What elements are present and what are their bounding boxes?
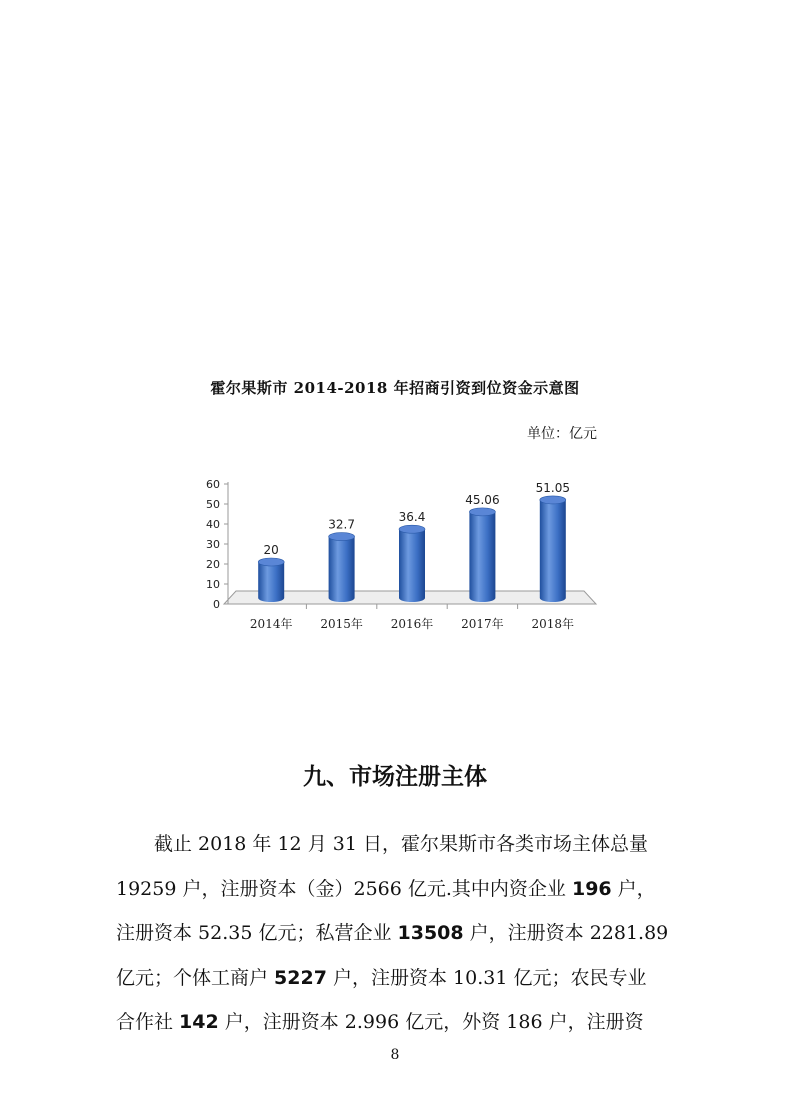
paragraph-line bbox=[116, 867, 681, 912]
y-tick-label: 40 bbox=[206, 518, 220, 531]
bar-top bbox=[399, 525, 425, 533]
y-tick-label: 50 bbox=[206, 498, 220, 511]
bar bbox=[540, 500, 566, 602]
bar-top bbox=[469, 508, 495, 516]
bar bbox=[329, 537, 355, 602]
unit-label: 单位：亿元 bbox=[527, 426, 597, 442]
y-tick-label: 30 bbox=[206, 538, 220, 551]
x-tick-label: 2018年 bbox=[531, 617, 575, 631]
bar bbox=[258, 562, 284, 602]
data-label: 51.05 bbox=[535, 480, 570, 495]
text-run: 截止 2018 年 12 月 31 日，霍尔果斯市各类市场主体总量 bbox=[154, 833, 648, 855]
text-run: 户，注册资本 2.996 亿元，外资 186 户，注册资 bbox=[218, 1011, 644, 1033]
y-tick-label: 60 bbox=[206, 478, 220, 491]
text-run: 19259 户，注册资本（金）2566 亿元.其中内资企业 bbox=[116, 877, 572, 900]
data-label: 36.4 bbox=[398, 510, 426, 525]
x-tick-label: 2016年 bbox=[390, 617, 434, 631]
text-run: 户，注册资本 2281.89 bbox=[463, 922, 669, 944]
paragraph-line bbox=[116, 822, 681, 867]
paragraph-line bbox=[116, 956, 681, 1001]
paragraph-line bbox=[116, 1000, 681, 1045]
text-run: 合作社 bbox=[116, 1011, 180, 1033]
y-tick-label: 10 bbox=[206, 578, 220, 591]
x-tick-label: 2015年 bbox=[320, 617, 363, 631]
page-number: 8 bbox=[390, 1047, 400, 1063]
data-label: 32.7 bbox=[328, 517, 355, 532]
data-label: 45.06 bbox=[465, 492, 500, 507]
data-label: 20 bbox=[263, 543, 279, 557]
bar bbox=[399, 529, 425, 602]
section-title: 九、市场注册主体 bbox=[303, 764, 487, 790]
bar-top bbox=[329, 533, 355, 541]
x-tick-label: 2017年 bbox=[461, 617, 504, 631]
x-tick-label: 2014年 bbox=[249, 617, 293, 631]
bold-number: 5227 bbox=[274, 966, 327, 989]
paragraph-line bbox=[116, 911, 681, 956]
bold-number: 142 bbox=[179, 1011, 219, 1033]
bold-number: 196 bbox=[571, 877, 612, 900]
y-tick-label: 0 bbox=[213, 598, 220, 611]
text-run: 户，注册资本 10.31 亿元；农民专业 bbox=[326, 966, 647, 989]
bar-top bbox=[540, 496, 566, 504]
chart-title: 霍尔果斯市 2014-2018 年招商引资到位资金示意图 bbox=[210, 379, 580, 397]
bold-number: 13508 bbox=[397, 922, 464, 944]
text-run: 亿元；个体工商户 bbox=[116, 966, 275, 989]
body-paragraph bbox=[116, 822, 681, 1045]
bar bbox=[469, 512, 495, 602]
bar-chart bbox=[190, 470, 610, 640]
text-run: 户， bbox=[611, 877, 656, 900]
y-tick-label: 20 bbox=[206, 558, 220, 571]
bar-top bbox=[258, 558, 284, 566]
text-run: 注册资本 52.35 亿元；私营企业 bbox=[116, 922, 398, 944]
